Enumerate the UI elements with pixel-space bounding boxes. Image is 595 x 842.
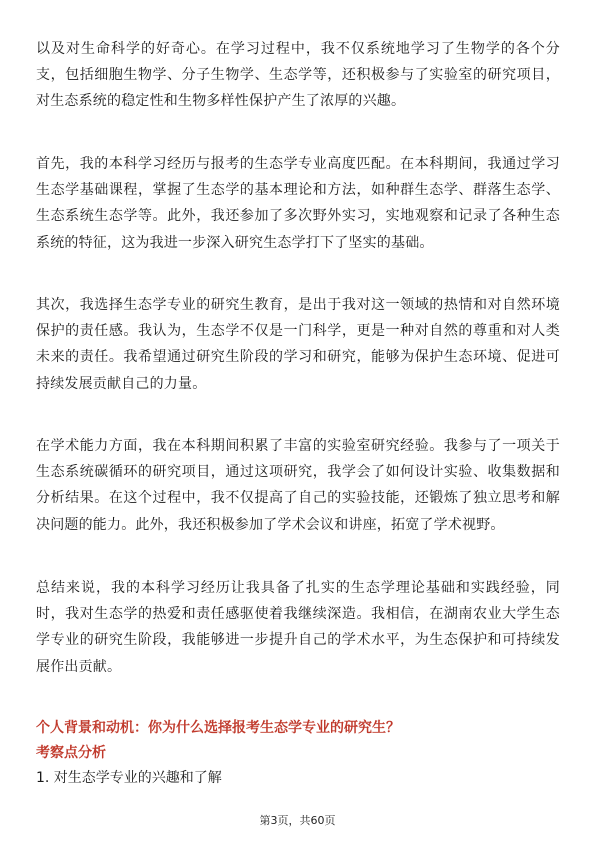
- body-paragraph-4: 在学术能力方面，我在本科期间积累了丰富的实验室研究经验。我参与了一项关于生态系统碳循环的研究项目，通过这项研究，我学会了如何设计实验、收集数据和分析结果。在这个过程中，我不仅提高了自己的实验技能，还锻炼了独立思考和解决问题的能力。此外，我还积极参加了学术会议和讲座，拓宽了学术视野。: [36, 438, 560, 533]
- body-paragraph-2: 首先，我的本科学习经历与报考的生态学专业高度匹配。在本科期间，我通过学习生态学基础课程，掌握了生态学的基本理论和方法，如种群生态学、群落生态学、生态系统生态学等。此外，我还参加了多次野外实习，实地观察和记录了各种生态系统的特征，这为我进一步深入研究生态学打下了坚实的基础。: [36, 156, 560, 251]
- body-paragraph-5: 总结来说，我的本科学习经历让我具备了扎实的生态学理论基础和实践经验，同时，我对生态学的热爱和责任感驱使着我继续深造。我相信，在湖南农业大学生态学专业的研究生阶段，我能够进一步提升自己的学术水平，为生态保护和可持续发展作出贡献。: [36, 580, 560, 675]
- body-paragraph-1: 以及对生命科学的好奇心。在学习过程中，我不仅系统地学习了生物学的各个分支，包括细胞生物学、分子生物学、生态学等，还积极参与了实验室的研究项目，对生态系统的稳定性和生物多样性保护产生了浓厚的兴趣。: [36, 41, 560, 110]
- question-heading: 个人背景和动机：你为什么选择报考生态学专业的研究生？: [36, 720, 400, 736]
- page-number-footer: 第3页，共60页: [259, 814, 336, 827]
- analysis-point-1: 1. 对生态学专业的兴趣和了解: [36, 770, 222, 786]
- body-paragraph-3: 其次，我选择生态学专业的研究生教育，是出于我对这一领域的热情和对自然环境保护的责任感。我认为，生态学不仅是一门科学，更是一种对自然的尊重和对人类未来的责任。我希望通过研究生阶段的学习和研究，能够为保护生态环境、促进可持续发展贡献自己的力量。: [36, 297, 560, 392]
- analysis-heading: 考察点分析: [36, 745, 106, 761]
